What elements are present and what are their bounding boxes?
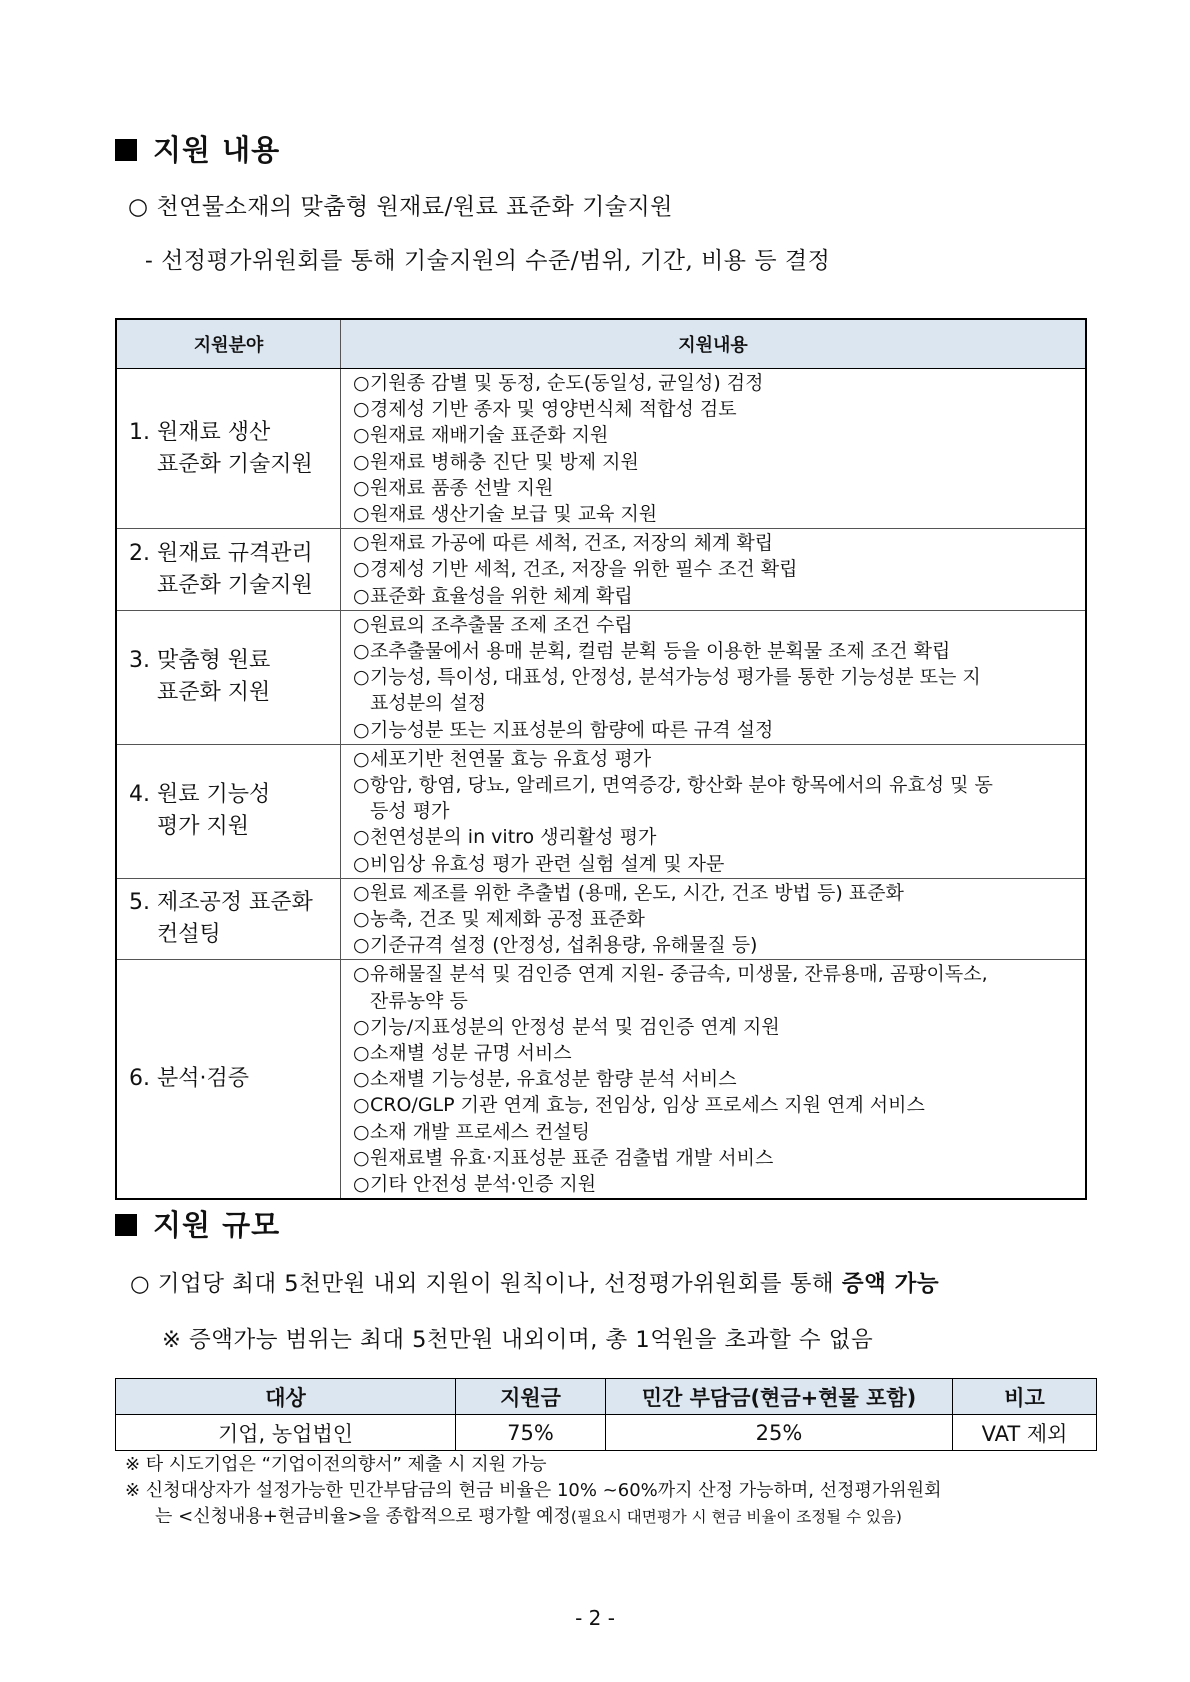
circle-bullet-icon: ○ xyxy=(353,718,370,741)
list-item: ○ 유해물질 분석 및 검인증 연계 지원- 중금속, 미생물, 잔류용매, 곰팡이독소, 잔류농약 등 xyxy=(353,963,988,1012)
circle-bullet-icon: ○ xyxy=(353,1042,370,1065)
items-cell xyxy=(341,369,1087,529)
circle-bullet-icon: ○ xyxy=(353,450,370,473)
circle-bullet-icon: ○ xyxy=(353,613,370,636)
list-item: ○ 소재별 기능성분, 유효성분 함량 분석 서비스 xyxy=(353,1066,1077,1092)
circle-bullet-icon: ○ xyxy=(353,584,370,607)
items-cell xyxy=(341,960,1087,1199)
section-title-support-content: 지원 내용 xyxy=(115,128,280,169)
circle-bullet-icon: ○ xyxy=(353,1120,370,1143)
header-target: 대상 xyxy=(116,1379,456,1415)
table-row xyxy=(116,744,1086,878)
emphasis-increase-possible: 증액 가능 xyxy=(841,1271,940,1297)
circle-bullet-icon: ○ xyxy=(353,774,370,797)
cell-remarks: VAT 제외 xyxy=(953,1415,1097,1451)
list-item: ○ 원료의 조추출물 조제 조건 수립 xyxy=(353,612,1077,638)
list-item: ○ 경제성 기반 종자 및 영양번식체 적합성 검토 xyxy=(353,396,1077,422)
list-item: ○ 기원종 감별 및 동정, 순도(동일성, 균일성) 검정 xyxy=(353,370,1077,396)
items-cell xyxy=(341,878,1087,960)
table-row xyxy=(116,960,1086,1199)
circle-bullet-icon: ○ xyxy=(353,372,370,394)
list-item: ○ 세포기반 천연물 효능 유효성 평가 xyxy=(353,746,1077,772)
list-item: ○ 소재 개발 프로세스 컨설팅 xyxy=(353,1119,1077,1145)
category-cell: 4. 원료 기능성 평가 지원 xyxy=(116,744,341,878)
category-cell: 3. 맞춤형 원료 표준화 지원 xyxy=(116,610,341,744)
list-item: ○ 원재료별 유효·지표성분 표준 검출법 개발 서비스 xyxy=(353,1145,1077,1171)
cell-private-share: 25% xyxy=(606,1415,953,1451)
list-item: ○ 농축, 건조 및 제제화 공정 표준화 xyxy=(353,906,1077,932)
circle-bullet-icon: ○ xyxy=(353,1173,370,1196)
table-row xyxy=(116,529,1086,611)
section1-bullet: ○ 천연물소재의 맞춤형 원재료/원료 표준화 기술지원 xyxy=(128,194,673,220)
support-content-table xyxy=(115,318,1087,1200)
header-remarks: 비고 xyxy=(953,1379,1097,1415)
circle-bullet-icon: ○ xyxy=(353,476,370,499)
table-row xyxy=(116,1415,1097,1451)
circle-bullet-icon: ○ xyxy=(353,1015,370,1038)
category-cell: 5. 제조공정 표준화 컨설팅 xyxy=(116,878,341,960)
list-item: ○ 기능성, 특이성, 대표성, 안정성, 분석가능성 평가를 통한 기능성분 또는 지 표성분의 설정 xyxy=(353,666,981,715)
category-cell: 1. 원재료 생산 표준화 기술지원 xyxy=(116,369,341,529)
note-cash-ratio: ※ 신청대상자가 설정가능한 민간부담금의 현금 비율은 10% ~60%까지 산정 가능하며, 선정평가위원회 xyxy=(125,1480,942,1501)
list-item: ○ 천연성분의 in vitro 생리활성 평가 xyxy=(353,824,1077,850)
black-square-icon xyxy=(115,139,137,161)
circle-bullet-icon: ○ xyxy=(353,558,370,581)
circle-bullet-icon: ○ xyxy=(353,1094,370,1117)
list-item: ○ 기준규격 설정 (안정성, 섭취용량, 유해물질 등) xyxy=(353,932,1077,958)
circle-bullet-icon: ○ xyxy=(353,640,370,663)
list-item: ○ 원재료 품종 선발 지원 xyxy=(353,475,1077,501)
circle-bullet-icon: ○ xyxy=(353,398,370,421)
category-cell: 2. 원재료 규격관리 표준화 기술지원 xyxy=(116,529,341,611)
table-row xyxy=(116,610,1086,744)
list-item: ○ 원재료 병해충 진단 및 방제 지원 xyxy=(353,449,1077,475)
black-square-icon xyxy=(115,1214,137,1236)
list-item: ○ 표준화 효율성을 위한 체계 확립 xyxy=(353,583,1077,609)
header-support-content: 지원내용 xyxy=(341,319,1087,369)
table-row xyxy=(116,878,1086,960)
section2-note: ※ 증액가능 범위는 최대 5천만원 내외이며, 총 1억원을 초과할 수 없음 xyxy=(162,1327,874,1353)
list-item: ○ 기능/지표성분의 안정성 분석 및 검인증 연계 지원 xyxy=(353,1014,1077,1040)
list-item: ○ 기능성분 또는 지표성분의 함량에 따른 규격 설정 xyxy=(353,717,1077,743)
list-item: ○ 원재료 생산기술 보급 및 교육 지원 xyxy=(353,501,1077,527)
list-item: ○ 원료 제조를 위한 추출법 (용매, 온도, 시간, 건조 방법 등) 표준화 xyxy=(353,880,1077,906)
circle-bullet-icon: ○ xyxy=(353,1146,370,1169)
list-item: ○ 항암, 항염, 당뇨, 알레르기, 면역증강, 항산화 분야 항목에서의 유효성 및 동 등성 평가 xyxy=(353,774,993,823)
list-item: ○ 원재료 가공에 따른 세척, 건조, 저장의 체계 확립 xyxy=(353,530,1077,556)
support-scale-table xyxy=(115,1378,1097,1451)
note-cash-ratio-cont: 는 <신청내용+현금비율>을 종합적으로 평가할 예정(필요시 대면평가 시 현금 비율이 조정될 수 있음) xyxy=(155,1506,902,1527)
list-item: ○ 비임상 유효성 평가 관련 실험 설계 및 자문 xyxy=(353,851,1077,877)
table-header-row xyxy=(116,1379,1097,1415)
page-number: - 2 - xyxy=(575,1606,615,1630)
list-item: ○ 기타 안전성 분석·인증 지원 xyxy=(353,1171,1077,1197)
items-cell xyxy=(341,529,1087,611)
header-subsidy: 지원금 xyxy=(456,1379,606,1415)
circle-bullet-icon: ○ xyxy=(353,826,370,849)
circle-bullet-icon: ○ xyxy=(353,747,370,770)
header-private-share: 민간 부담금(현금+현물 포함) xyxy=(606,1379,953,1415)
table-row xyxy=(116,369,1086,529)
list-item: ○ 소재별 성분 규명 서비스 xyxy=(353,1040,1077,1066)
circle-bullet-icon: ○ xyxy=(353,666,370,689)
list-item: ○ 조추출물에서 용매 분획, 컬럼 분획 등을 이용한 분획물 조제 조건 확립 xyxy=(353,638,1077,664)
list-item: ○ 경제성 기반 세척, 건조, 저장을 위한 필수 조건 확립 xyxy=(353,556,1077,582)
section1-dash-line: - 선정평가위원회를 통해 기술지원의 수준/범위, 기간, 비용 등 결정 xyxy=(145,248,831,274)
items-cell xyxy=(341,610,1087,744)
list-item: ○ CRO/GLP 기관 연계 효능, 전임상, 임상 프로세스 지원 연계 서비스 xyxy=(353,1092,1077,1118)
circle-bullet-icon: ○ xyxy=(353,503,370,526)
circle-bullet-icon: ○ xyxy=(353,963,370,986)
cell-target: 기업, 농업법인 xyxy=(116,1415,456,1451)
circle-bullet-icon: ○ xyxy=(353,1068,370,1091)
circle-bullet-icon: ○ xyxy=(353,532,370,555)
list-item: ○ 원재료 재배기술 표준화 지원 xyxy=(353,422,1077,448)
circle-bullet-icon: ○ xyxy=(353,908,370,931)
circle-bullet-icon: ○ xyxy=(353,424,370,447)
circle-bullet-icon: ○ xyxy=(353,881,370,904)
category-cell: 6. 분석·검증 xyxy=(116,960,341,1199)
section-title-support-scale: 지원 규모 xyxy=(115,1203,280,1244)
circle-bullet-icon: ○ xyxy=(353,934,370,957)
section2-bullet: ○ 기업당 최대 5천만원 내외 지원이 원칙이나, 선정평가위원회를 통해 증액 가능 xyxy=(130,1271,940,1297)
header-support-field: 지원분야 xyxy=(116,319,341,369)
table-header-row xyxy=(116,319,1086,369)
circle-bullet-icon: ○ xyxy=(353,852,370,875)
cell-subsidy: 75% xyxy=(456,1415,606,1451)
items-cell xyxy=(341,744,1087,878)
note-other-region: ※ 타 시도기업은 “기업이전의향서” 제출 시 지원 가능 xyxy=(125,1454,547,1475)
